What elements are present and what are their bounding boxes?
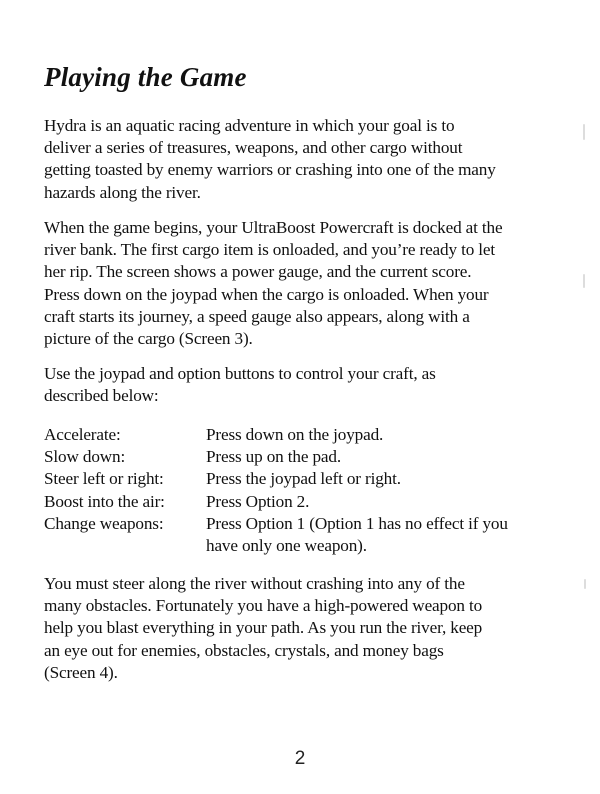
text-line: many obstacles. Fortunately you have a high-powered weapon to [44,596,483,616]
control-row [44,424,564,446]
text-line: craft starts its journey, a speed gauge also appears, along with a [44,306,470,326]
intro-paragraph [44,115,564,204]
control-action [206,468,564,490]
text-line: Hydra is an aquatic racing adventure in which your goal is to [44,116,455,135]
page-number: 2 [294,748,306,769]
control-row [44,446,564,468]
text-line: getting toasted by enemy warriors or crashing into one of the many [44,160,496,180]
gameplay-paragraph [44,573,564,684]
text-line: Press down on the joypad. [206,425,384,444]
text-line: have only one weapon). [206,536,367,556]
control-label: Boost into the air: [44,491,165,511]
control-action [206,513,564,557]
control-action [206,424,564,446]
control-label: Change weapons: [44,513,164,533]
text-line: hazards along the river. [44,182,201,202]
text-line: help you blast everything in your path. As you run the river, keep [44,618,483,638]
scan-edge-mark [584,579,586,589]
control-label: Accelerate: [44,425,121,444]
control-row [44,468,564,490]
control-row [44,513,564,557]
scan-edge-mark [583,274,585,288]
text-line: deliver a series of treasures, weapons, and other cargo without [44,138,463,158]
text-line: an eye out for enemies, obstacles, crystals, and money bags [44,640,444,660]
control-action [206,491,564,513]
text-line: Press Option 1 (Option 1 has no effect if you [206,513,508,533]
text-line: her rip. The screen shows a power gauge, and the current score. [44,262,472,282]
text-line: picture of the cargo (Screen 3). [44,329,253,349]
text-line: described below: [44,386,159,406]
text-line: Press Option 2. [206,491,310,511]
text-line: Press up on the pad. [206,447,341,467]
controls-intro-paragraph [44,363,564,407]
text-line: (Screen 4). [44,662,118,682]
scan-edge-mark [583,124,585,140]
game-start-paragraph [44,217,564,350]
page-title: Playing the Game [44,62,247,92]
text-line: You must steer along the river without crashing into any of the [44,574,465,593]
controls-list [44,424,564,557]
text-line: When the game begins, your UltraBoost Powercraft is docked at the [44,218,503,237]
text-line: Use the joypad and option buttons to control your craft, as [44,364,436,383]
text-line: river bank. The first cargo item is onloaded, and you’re ready to let [44,240,496,260]
text-line: Press down on the joypad when the cargo is onloaded. When your [44,284,489,304]
control-row [44,491,564,513]
control-action [206,446,564,468]
control-label: Steer left or right: [44,469,164,489]
text-line: Press the joypad left or right. [206,469,401,489]
control-label: Slow down: [44,447,126,467]
